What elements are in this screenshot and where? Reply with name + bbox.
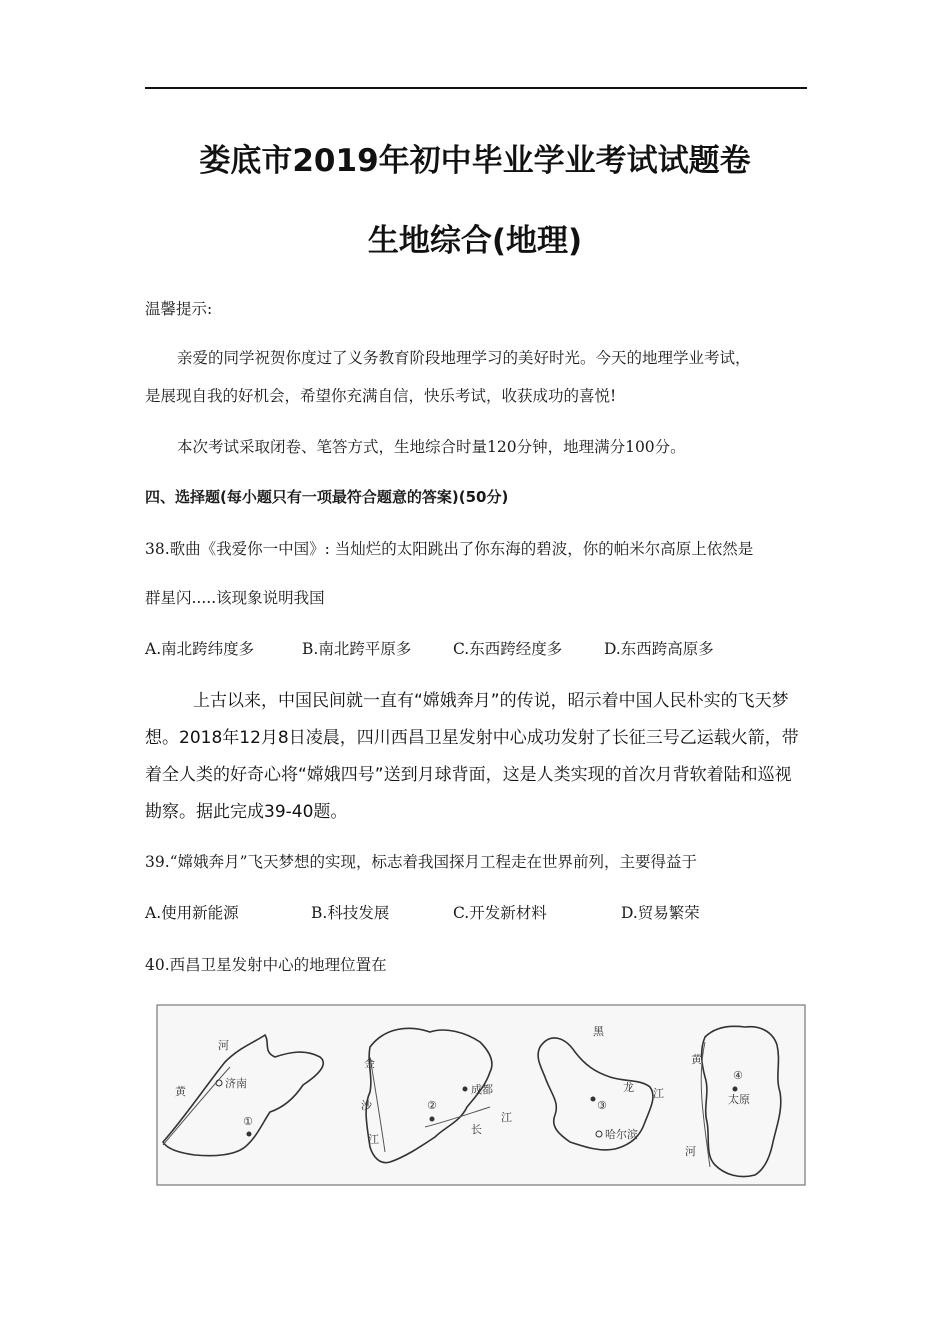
label-he-1: 河 bbox=[218, 1039, 229, 1052]
label-long: 龙 bbox=[623, 1081, 634, 1094]
label-jin: 金 bbox=[364, 1057, 375, 1070]
chengdu-marker bbox=[463, 1087, 468, 1092]
label-chang: 长 bbox=[471, 1123, 482, 1136]
label-harbin: 哈尔滨 bbox=[605, 1128, 638, 1141]
taiyuan-marker bbox=[733, 1087, 738, 1092]
section-heading: 四、选择题(每小题只有一项最符合题意的答案)(50分) bbox=[145, 488, 509, 506]
q38-stem-line-1: 38.歌曲《我爱你一中国》: 当灿烂的太阳跳出了你东海的碧波，你的帕米尔高原上依然是 bbox=[145, 540, 754, 558]
label-huang-2: 黄 bbox=[691, 1053, 702, 1066]
tip-line-1: 亲爱的同学祝贺你度过了义务教育阶段地理学习的美好时光。今天的地理学业考试， bbox=[177, 349, 751, 367]
tip-line-2: 是展现自我的好机会，希望你充满自信，快乐考试，收获成功的喜悦! bbox=[145, 387, 617, 405]
header-rule bbox=[145, 87, 807, 89]
label-huang-1: 黄 bbox=[175, 1085, 186, 1098]
q40-stem: 40.西昌卫星发射中心的地理位置在 bbox=[145, 956, 387, 974]
label-jinan: 济南 bbox=[225, 1077, 247, 1090]
label-he-2: 河 bbox=[685, 1145, 696, 1158]
point-3-marker bbox=[591, 1097, 596, 1102]
label-jiang-1: 江 bbox=[368, 1133, 379, 1146]
label-chengdu: 成都 bbox=[471, 1083, 493, 1096]
tip-heading: 温馨提示: bbox=[145, 300, 213, 318]
q38-option-c: C.东西跨经度多 bbox=[453, 640, 563, 658]
q38-stem-line-2: 群星闪.....该现象说明我国 bbox=[145, 589, 325, 607]
passage-line-4: 勘察。据此完成39-40题。 bbox=[145, 802, 348, 822]
label-jiang-3: 江 bbox=[653, 1087, 664, 1100]
label-n3: ③ bbox=[597, 1099, 607, 1112]
page-subtitle: 生地综合(地理) bbox=[367, 223, 583, 259]
province-maps-figure bbox=[145, 997, 807, 1190]
q39-stem: 39.“嫦娥奔月”飞天梦想的实现，标志着我国探月工程走在世界前列，主要得益于 bbox=[145, 853, 698, 871]
passage-line-2: 想。2018年12月8日凌晨，四川西昌卫星发射中心成功发射了长征三号乙运载火箭，带 bbox=[145, 728, 799, 748]
label-n4: ④ bbox=[733, 1069, 743, 1082]
exam-info: 本次考试采取闭卷、笔答方式，生地综合时量120分钟，地理满分100分。 bbox=[177, 438, 686, 456]
label-n2: ② bbox=[427, 1099, 437, 1112]
label-hei: 黑 bbox=[593, 1025, 604, 1038]
point-2-marker bbox=[430, 1117, 435, 1122]
passage-line-1: 上古以来，中国民间就一直有“嫦娥奔月”的传说，昭示着中国人民朴实的飞天梦 bbox=[193, 691, 789, 711]
q39-option-b: B.科技发展 bbox=[311, 904, 390, 922]
q38-option-b: B.南北跨平原多 bbox=[302, 640, 412, 658]
q39-option-c: C.开发新材料 bbox=[453, 904, 547, 922]
q38-option-d: D.东西跨高原多 bbox=[604, 640, 714, 658]
label-sha: 沙 bbox=[361, 1099, 372, 1112]
label-taiyuan: 太原 bbox=[728, 1093, 750, 1106]
q39-option-a: A.使用新能源 bbox=[145, 904, 239, 922]
label-jiang-2: 江 bbox=[501, 1111, 512, 1124]
q38-option-a: A.南北跨纬度多 bbox=[145, 640, 255, 658]
label-n1: ① bbox=[243, 1115, 253, 1128]
passage-line-3: 着全人类的好奇心将“嫦娥四号”送到月球背面，这是人类实现的首次月背软着陆和巡视 bbox=[145, 765, 792, 785]
point-1-marker bbox=[247, 1132, 252, 1137]
page-title: 娄底市2019年初中毕业学业考试试题卷 bbox=[199, 143, 751, 179]
q39-option-d: D.贸易繁荣 bbox=[621, 904, 700, 922]
